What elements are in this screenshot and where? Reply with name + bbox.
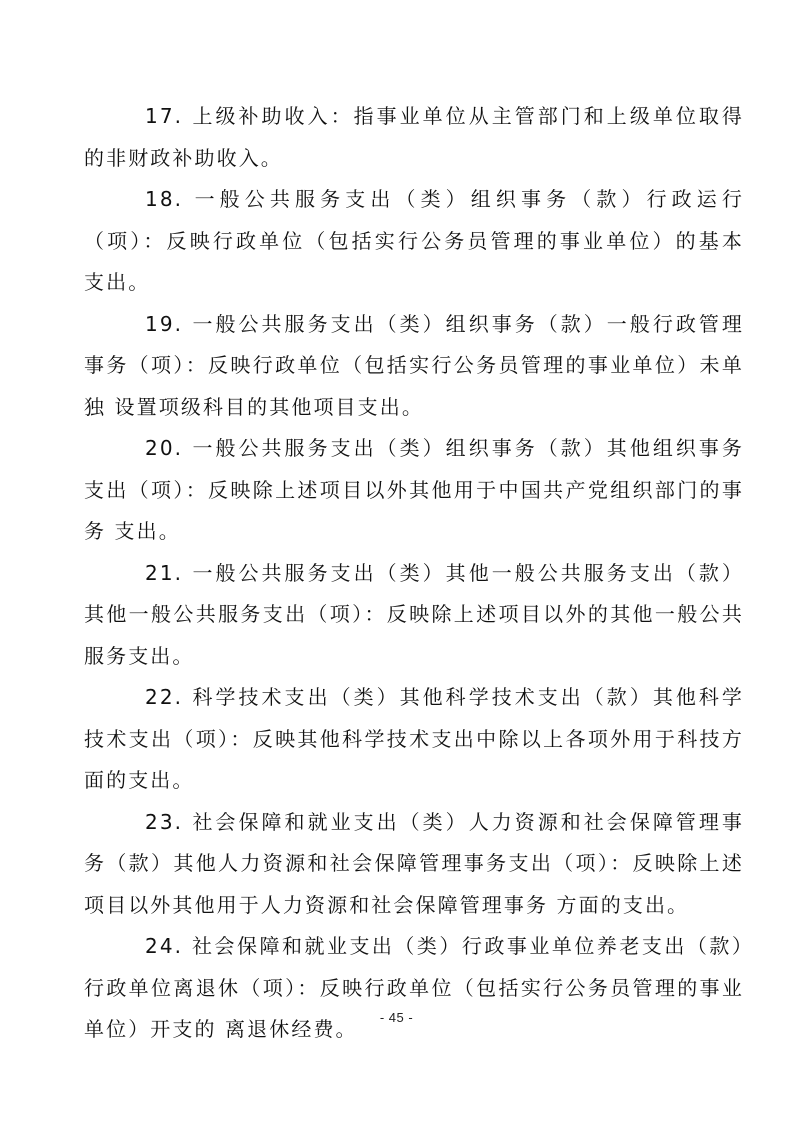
paragraph-18: 18. 一般公共服务支出（类）组织事务（款）行政运行（项）：反映行政单位（包括实行公务员管理的事业单位）的基本 支出。 <box>84 187 744 294</box>
page-number: - 45 - <box>379 1010 414 1025</box>
paragraph-17: 17. 上级补助收入：指事业单位从主管部门和上级单位取得的非财政补助收入。 <box>84 104 744 170</box>
paragraph-24: 24. 社会保障和就业支出（类）行政事业单位养老支出（款）行政单位离退休（项）：反映行政单位（包括实行公务员管理的事业单位）开支的 离退休经费。 <box>84 934 744 1041</box>
paragraph-21: 21. 一般公共服务支出（类）其他一般公共服务支出（款）其他一般公共服务支出（项）：反映除上述项目以外的其他一般公共服务支出。 <box>84 560 744 668</box>
paragraph-19: 19. 一般公共服务支出（类）组织事务（款）一般行政管理事务（项）：反映行政单位（包括实行公务员管理的事业单位）未单独 设置项级科目的其他项目支出。 <box>84 311 744 419</box>
paragraph-23: 23. 社会保障和就业支出（类）人力资源和社会保障管理事务（款）其他人力资源和社会保障管理事务支出（项）：反映除上述项目以外其他用于人力资源和社会保障管理事务 方面的支出。 <box>84 809 744 917</box>
document-body <box>84 96 744 1051</box>
paragraph-20: 20. 一般公共服务支出（类）组织事务（款）其他组织事务支出（项）：反映除上述项目以外其他用于中国共产党组织部门的事务 支出。 <box>84 436 744 543</box>
paragraph-22: 22. 科学技术支出（类）其他科学技术支出（款）其他科学技术支出（项）：反映其他科学技术支出中除以上各项外用于科技方面的支出。 <box>84 685 744 792</box>
